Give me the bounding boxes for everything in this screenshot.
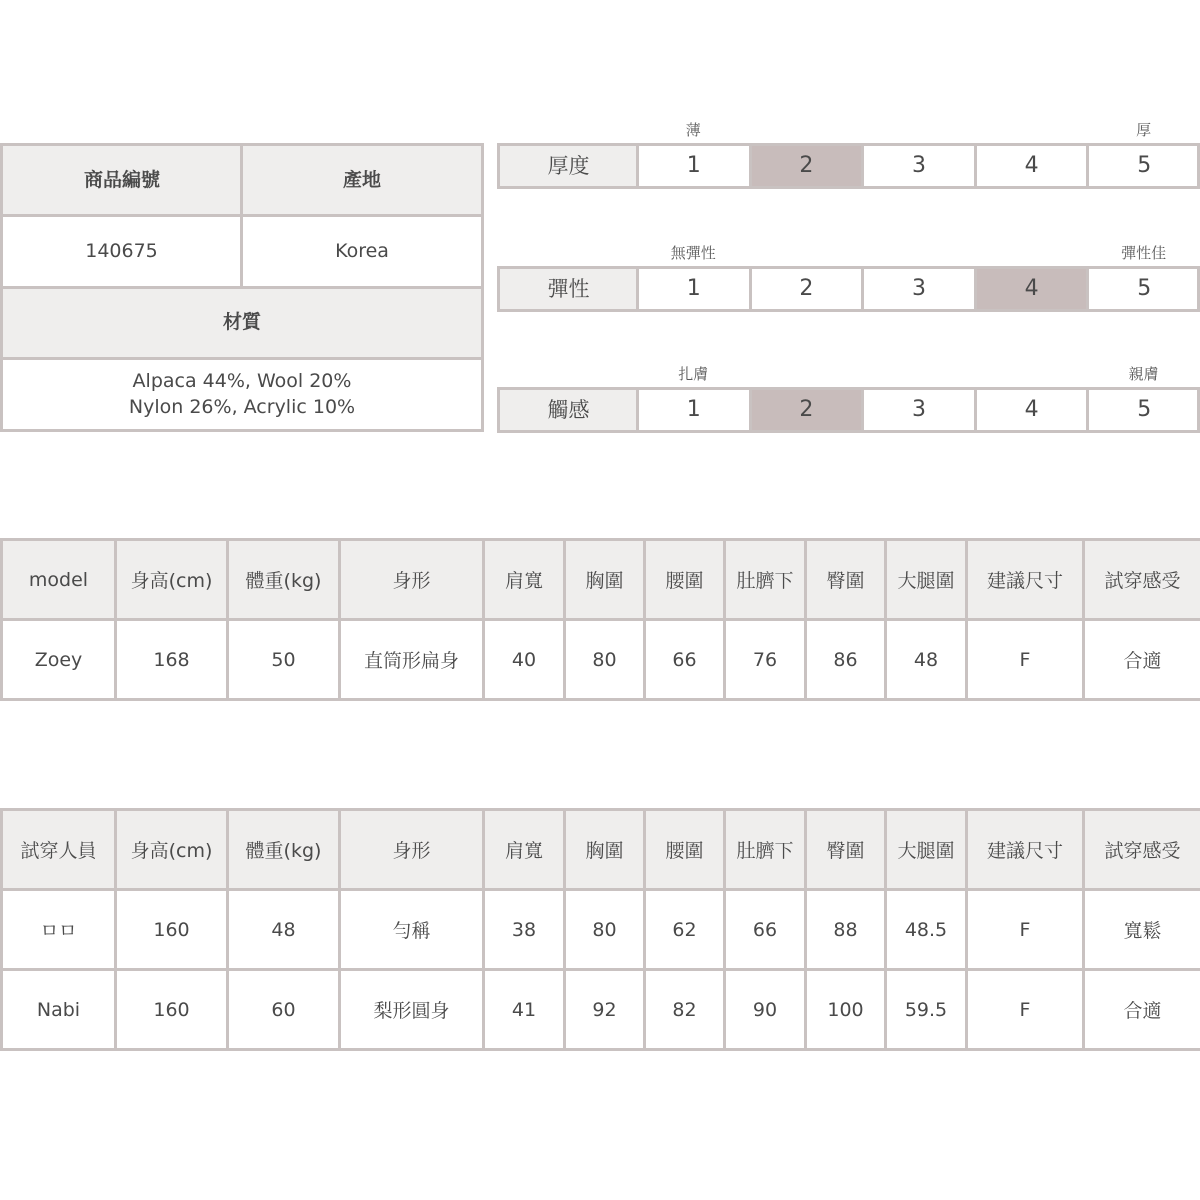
scale-value: 3 [911, 276, 926, 302]
table-cell: 86 [806, 620, 886, 700]
product-no-label: 商品編號 [3, 146, 241, 215]
table-cell: 寬鬆 [1084, 890, 1200, 970]
origin-value: Korea [335, 239, 389, 262]
column-header: 臀圍 [806, 810, 886, 890]
column-header: 胸圍 [565, 810, 645, 890]
table-cell: 76 [725, 620, 806, 700]
table-cell: 直筒形扁身 [340, 620, 484, 700]
table-cell: 梨形圓身 [340, 970, 484, 1050]
scale-value: 1 [686, 153, 701, 179]
table-cell: 50 [228, 620, 340, 700]
table-cell: 160 [116, 890, 228, 970]
table-header-row [2, 540, 1200, 620]
table-cell: 90 [725, 970, 806, 1050]
column-header: 身高(cm) [116, 810, 228, 890]
scale-value: 2 [799, 276, 814, 302]
column-header: 臀圍 [806, 540, 886, 620]
table-row [2, 620, 1200, 700]
column-header: model [2, 540, 116, 620]
column-header: 腰圍 [645, 810, 725, 890]
table-cell: 66 [725, 890, 806, 970]
table-cell: 66 [645, 620, 725, 700]
table-cell: 59.5 [886, 970, 967, 1050]
table-cell: 80 [565, 890, 645, 970]
table-cell: 48.5 [886, 890, 967, 970]
scale-name: 彈性 [500, 269, 637, 309]
scale-value-selected: 2 [752, 390, 862, 430]
product-no-value: 140675 [85, 239, 158, 262]
material-value [3, 360, 481, 429]
scale-value: 1 [686, 276, 701, 302]
column-header: 腰圍 [645, 540, 725, 620]
scale-low-label: 扎膚 [678, 365, 709, 383]
scale-value: 4 [1024, 153, 1039, 179]
table-cell: 100 [806, 970, 886, 1050]
column-header: 肚臍下 [725, 540, 806, 620]
table-cell: 41 [484, 970, 565, 1050]
table-cell: Zoey [2, 620, 116, 700]
scale-high-label: 彈性佳 [1121, 244, 1167, 262]
table-cell: 48 [228, 890, 340, 970]
table-row [2, 890, 1200, 970]
scale-low-label: 薄 [685, 121, 701, 139]
scale-high-label: 厚 [1136, 121, 1152, 139]
column-header: 大腿圍 [886, 540, 967, 620]
scale-low-label: 無彈性 [670, 244, 716, 262]
table-cell: 合適 [1084, 620, 1200, 700]
table-cell: 48 [886, 620, 967, 700]
table-cell: F [967, 970, 1084, 1050]
scale-value: 4 [1024, 397, 1039, 423]
table-cell: 168 [116, 620, 228, 700]
scale-name: 厚度 [500, 146, 637, 186]
scale-value: 5 [1137, 153, 1152, 179]
table-cell: 40 [484, 620, 565, 700]
scale-value: 1 [686, 397, 701, 423]
column-header: 試穿人員 [2, 810, 116, 890]
column-header: 胸圍 [565, 540, 645, 620]
table-cell: F [967, 620, 1084, 700]
table-cell: 38 [484, 890, 565, 970]
column-header: 身高(cm) [116, 540, 228, 620]
table-cell: 62 [645, 890, 725, 970]
scale-value-selected: 4 [977, 269, 1087, 309]
column-header: 建議尺寸 [967, 810, 1084, 890]
material-line-2: Nylon 26%, Acrylic 10% [128, 395, 356, 418]
origin-label: 產地 [243, 146, 481, 215]
table-cell: 160 [116, 970, 228, 1050]
column-header: 試穿感受 [1084, 810, 1200, 890]
scale-value-selected: 2 [752, 146, 862, 186]
column-header: 體重(kg) [228, 540, 340, 620]
column-header: 肩寬 [484, 810, 565, 890]
scale-value: 5 [1137, 276, 1152, 302]
column-header: 身形 [340, 810, 484, 890]
column-header: 肩寬 [484, 540, 565, 620]
table-header-row [2, 810, 1200, 890]
scale-value: 3 [911, 153, 926, 179]
scale-value: 5 [1137, 397, 1152, 423]
table-cell: 88 [806, 890, 886, 970]
table-row [2, 970, 1200, 1050]
material-line-1: Alpaca 44%, Wool 20% [132, 369, 352, 392]
column-header: 身形 [340, 540, 484, 620]
table-cell: ㅁㅁ [2, 890, 116, 970]
column-header: 試穿感受 [1084, 540, 1200, 620]
column-header: 體重(kg) [228, 810, 340, 890]
table-cell: 勻稱 [340, 890, 484, 970]
table-cell: Nabi [2, 970, 116, 1050]
scale-value: 3 [911, 397, 926, 423]
table-cell: F [967, 890, 1084, 970]
column-header: 大腿圍 [886, 810, 967, 890]
table-cell: 合適 [1084, 970, 1200, 1050]
table-cell: 82 [645, 970, 725, 1050]
column-header: 肚臍下 [725, 810, 806, 890]
scale-name: 觸感 [500, 390, 637, 430]
model-size-table [0, 538, 1200, 701]
column-header: 建議尺寸 [967, 540, 1084, 620]
table-cell: 60 [228, 970, 340, 1050]
tester-size-table [0, 808, 1200, 1051]
scale-high-label: 親膚 [1128, 365, 1159, 383]
material-label: 材質 [3, 289, 481, 357]
table-cell: 92 [565, 970, 645, 1050]
table-cell: 80 [565, 620, 645, 700]
